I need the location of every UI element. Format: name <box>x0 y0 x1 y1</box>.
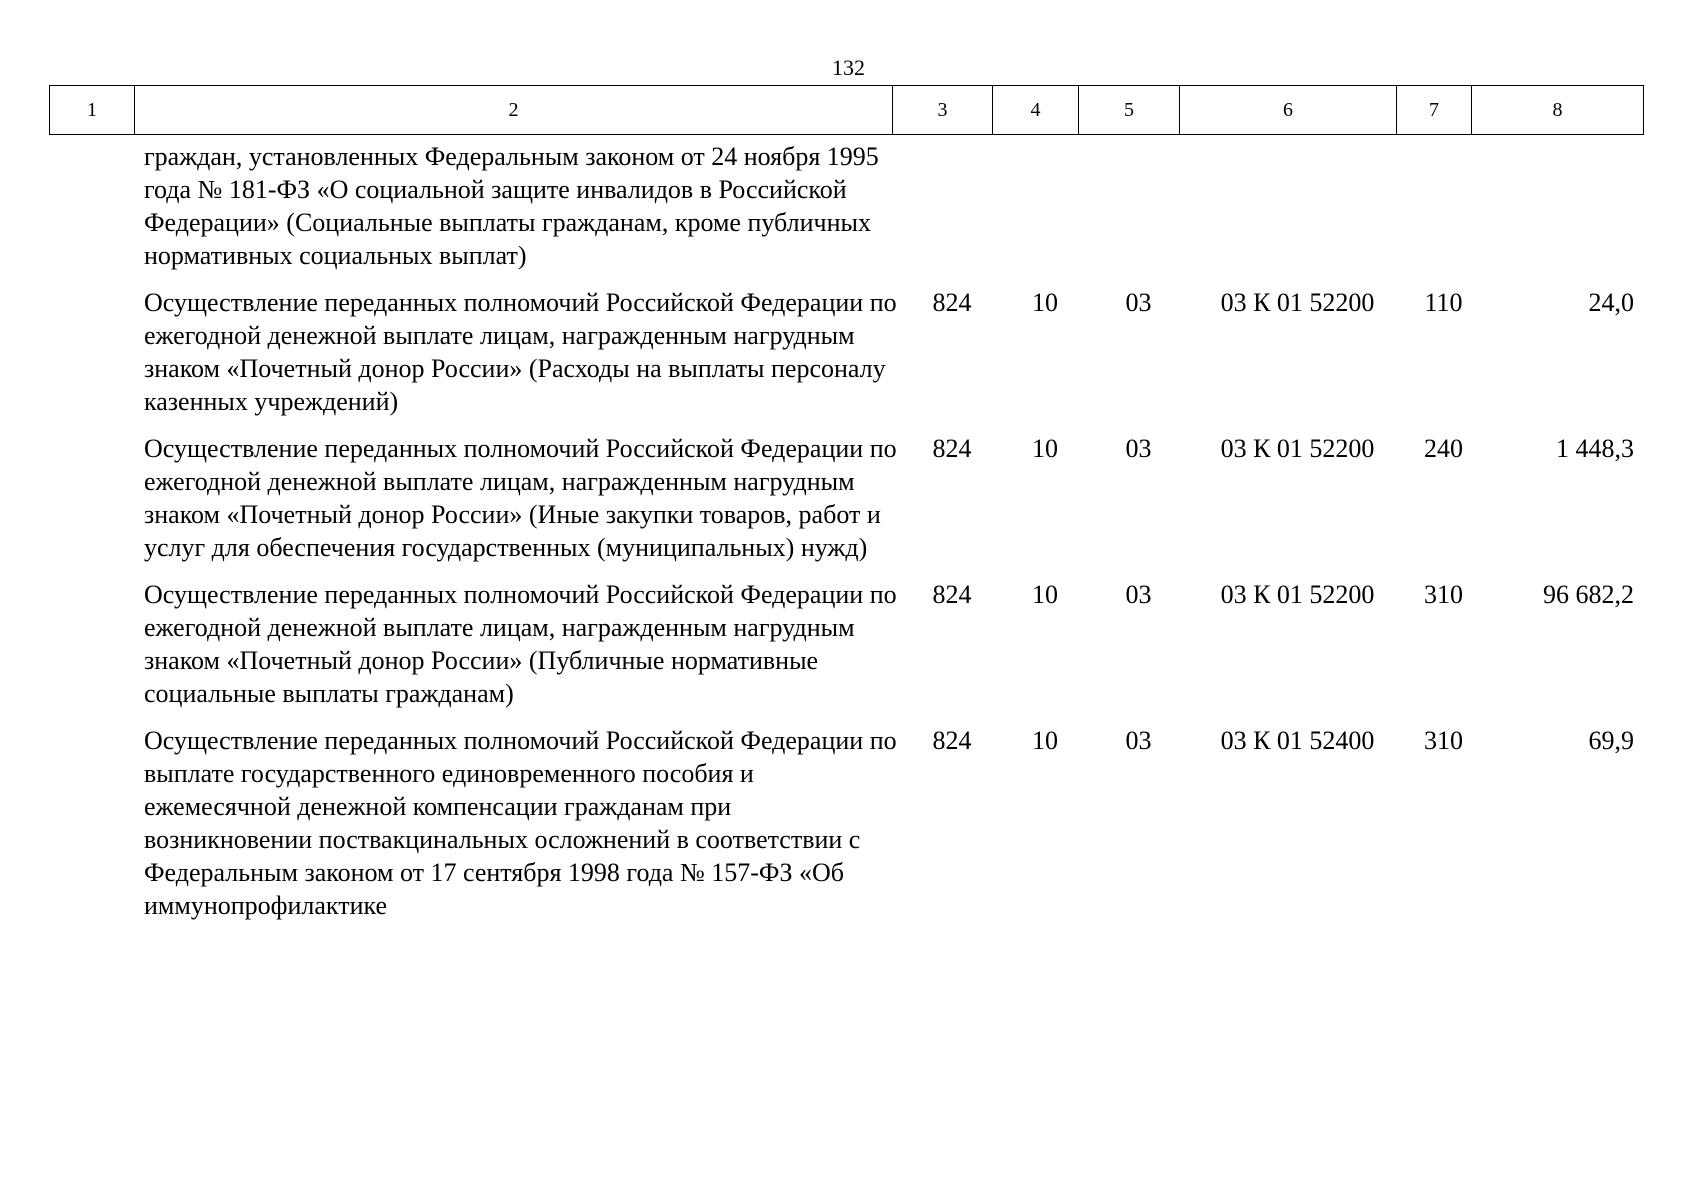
row-expense-type: 240 <box>1424 434 1463 463</box>
row-description: Осуществление переданных полномочий Российской Федерации по ежегодной денежной выплате лицам, награжденным нагрудным знаком «Почетный донор России» (Иные закупки товаров, работ и услуг для обеспечения государственных (муниципальных) нужд) <box>144 434 897 562</box>
row-amount: 69,9 <box>1588 726 1634 755</box>
header-cell-1: 1 <box>50 86 135 135</box>
column-header-table <box>49 85 1644 135</box>
row-ministry-code: 824 <box>932 434 972 463</box>
table-body <box>49 140 1643 922</box>
header-row <box>50 86 1644 135</box>
row-expense-type: 310 <box>1424 580 1463 609</box>
row-amount: 1 448,3 <box>1556 434 1634 463</box>
header-cell-4: 4 <box>993 86 1079 135</box>
row-target-article: 03 К 01 52400 <box>1220 726 1375 755</box>
row-target-article: 03 К 01 52200 <box>1220 288 1375 317</box>
row-subsection: 03 <box>1125 434 1152 463</box>
header-cell-2: 2 <box>135 86 893 135</box>
row-section: 10 <box>1032 288 1058 317</box>
row-description: Осуществление переданных полномочий Российской Федерации по ежегодной денежной выплате лицам, награжденным нагрудным знаком «Почетный донор России» (Расходы на выплаты персоналу казенных учреждений) <box>144 288 897 416</box>
row-description: Осуществление переданных полномочий Российской Федерации по выплате государственного единовременного пособия и ежемесячной денежной компенсации гражданам при возникновении поствакцинальных осложнений в соответствии с Федеральным законом от 17 сентября 1998 года № 157-ФЗ «Об иммунопрофилактике <box>144 726 897 920</box>
table-row <box>49 578 1643 710</box>
row-section: 10 <box>1032 580 1058 609</box>
header-cell-6: 6 <box>1180 86 1397 135</box>
header-cell-3: 3 <box>893 86 993 135</box>
row-amount: 96 682,2 <box>1543 580 1634 609</box>
row-subsection: 03 <box>1125 288 1152 317</box>
continuation-text: граждан, установленных Федеральным законом от 24 ноября 1995 года № 181-ФЗ «О социальной защите инвалидов в Российской Федерации» (Социальные выплаты гражданам, кроме публичных нормативных социальных выплат) <box>144 142 879 270</box>
row-ministry-code: 824 <box>932 580 972 609</box>
row-section: 10 <box>1032 434 1058 463</box>
row-amount: 24,0 <box>1588 288 1634 317</box>
header-cell-7: 7 <box>1397 86 1472 135</box>
table-row <box>49 286 1643 418</box>
row-expense-type: 110 <box>1424 288 1463 317</box>
page-number: 132 <box>832 55 865 80</box>
row-section: 10 <box>1032 726 1058 755</box>
row-description: Осуществление переданных полномочий Российской Федерации по ежегодной денежной выплате лицам, награжденным нагрудным знаком «Почетный донор России» (Публичные нормативные социальные выплаты гражданам) <box>144 580 897 708</box>
row-target-article: 03 К 01 52200 <box>1220 580 1375 609</box>
table-row <box>49 432 1643 564</box>
row-ministry-code: 824 <box>932 288 972 317</box>
row-target-article: 03 К 01 52200 <box>1220 434 1375 463</box>
row-subsection: 03 <box>1125 580 1152 609</box>
header-cell-8: 8 <box>1472 86 1644 135</box>
header-cell-5: 5 <box>1079 86 1180 135</box>
row-subsection: 03 <box>1125 726 1152 755</box>
row-ministry-code: 824 <box>932 726 972 755</box>
row-expense-type: 310 <box>1424 726 1463 755</box>
table-row <box>49 724 1643 922</box>
